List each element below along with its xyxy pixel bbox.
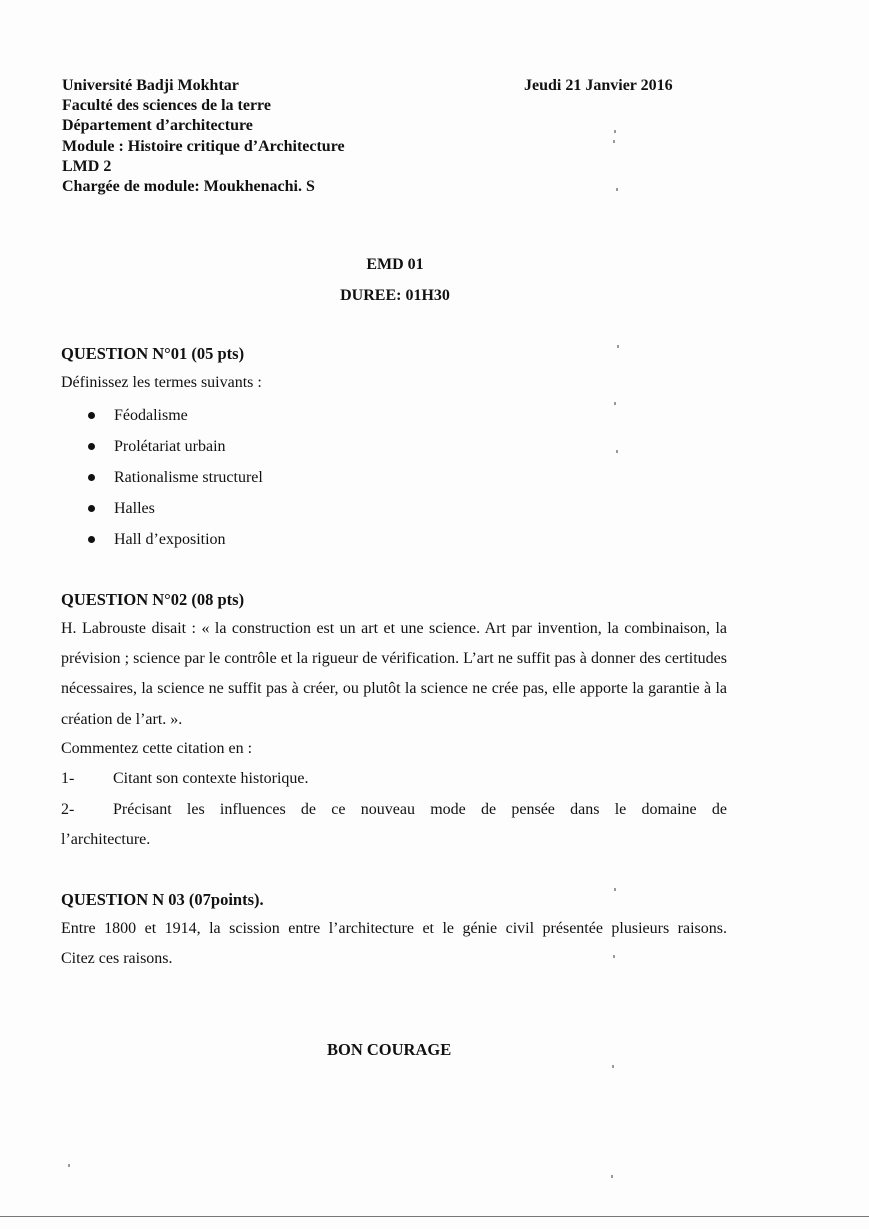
scan-speck [68, 1164, 70, 1167]
bullet-icon [88, 412, 95, 419]
question-1-instruction: Définissez les termes suivants : [61, 374, 262, 391]
scan-speck [612, 1065, 614, 1068]
question-3-title: QUESTION N 03 (07points). [61, 890, 264, 909]
list-item: Hall d’exposition [88, 524, 263, 555]
question-2-item-1 [61, 764, 309, 794]
item-number: 2- [61, 801, 75, 818]
question-2-item-2-continued: l’architecture. [61, 831, 151, 848]
exam-date: Jeudi 21 Janvier 2016 [524, 77, 673, 94]
scan-speck [614, 402, 616, 405]
scan-speck [613, 955, 615, 958]
exam-duration: DUREE: 01H30 [340, 287, 450, 304]
exam-title: EMD 01 [366, 256, 424, 273]
question-2-title: QUESTION N°02 (08 pts) [61, 590, 245, 609]
scan-bottom-edge [0, 1216, 869, 1217]
terms-list [88, 400, 263, 555]
list-item: Halles [88, 493, 263, 524]
question-3-text: Entre 1800 et 1914, la scission entre l’architecture et le génie civil présentée plusieurs raisons. [61, 920, 727, 937]
question-2-item-2 [61, 795, 727, 825]
university-name: Université Badji Mokhtar [62, 77, 239, 94]
list-item: Rationalisme structurel [88, 462, 263, 493]
labrouste-quote: H. Labrouste disait : « la construction est un art et une science. Art par invention, la combinaison, la prévision ; science par le contrôle et la rigueur de vérification. L’art ne suffit pas à donner des certitudes nécessaires, la science ne suffit pas à créer, ou plutôt la science ne crée pas, elle apporte la garantie à la création de l’art. ». [61, 620, 727, 728]
question-1-title: QUESTION N°01 (05 pts) [61, 344, 245, 363]
item-text: Précisant les influences de ce nouveau mode de pensée dans le domaine de [113, 801, 727, 818]
question-2-instruction: Commentez cette citation en : [61, 740, 253, 757]
scan-speck [613, 140, 615, 143]
question-3-instruction: Citez ces raisons. [61, 950, 173, 967]
scan-speck [616, 188, 618, 191]
bullet-icon [88, 474, 95, 481]
closing-message: BON COURAGE [327, 1040, 452, 1059]
list-item: Prolétariat urbain [88, 431, 263, 462]
department-name: Département d’architecture [62, 117, 253, 135]
scan-speck [617, 345, 619, 348]
scan-speck [616, 450, 618, 453]
bullet-icon [88, 443, 95, 450]
faculty-name: Faculté des sciences de la terre [62, 97, 271, 115]
bullet-icon [88, 505, 95, 512]
module-lecturer: Chargée de module: Moukhenachi. S [62, 178, 315, 196]
level: LMD 2 [62, 157, 112, 175]
item-number: 1- [61, 770, 75, 787]
scan-speck [614, 130, 616, 133]
institution-header [62, 76, 345, 197]
bullet-icon [88, 536, 95, 543]
list-item: Féodalisme [88, 400, 263, 431]
scan-speck [611, 1175, 613, 1178]
scan-speck [614, 888, 616, 891]
item-text: Citant son contexte historique. [113, 770, 309, 787]
module-name: Module : Histoire critique d’Architecture [62, 137, 345, 155]
